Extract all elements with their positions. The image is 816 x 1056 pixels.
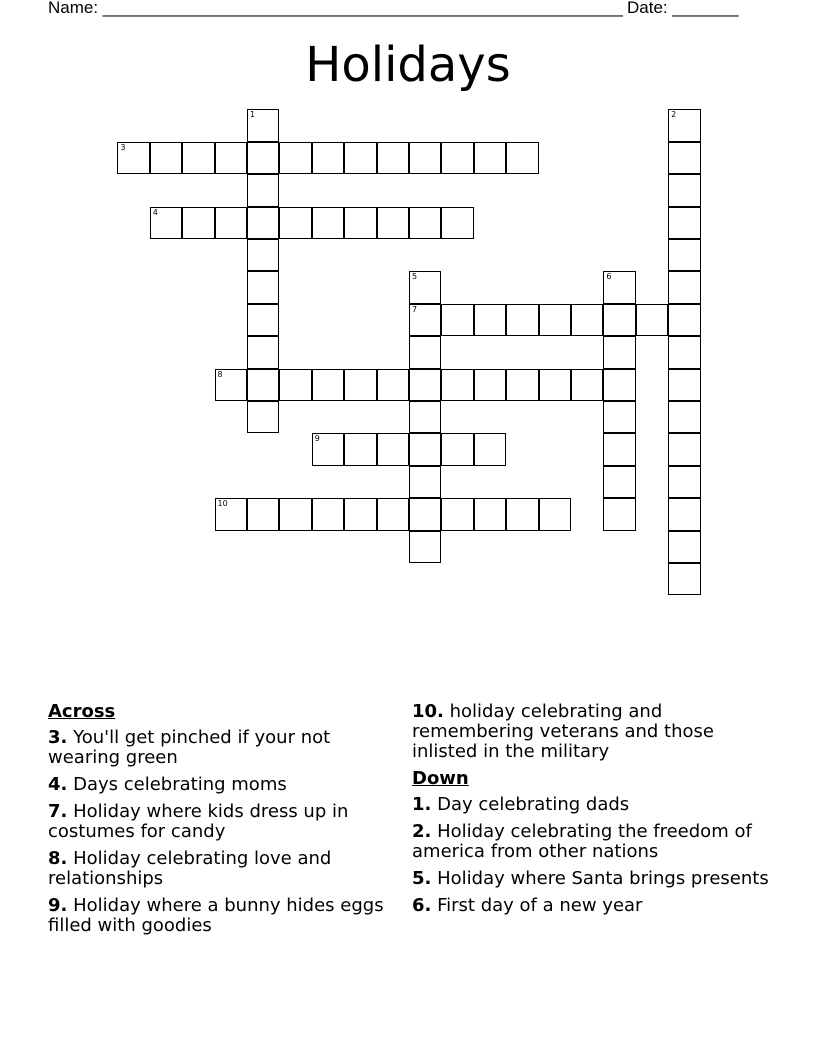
grid-cell[interactable] — [668, 271, 700, 303]
grid-cell[interactable] — [441, 304, 473, 336]
grid-cell[interactable] — [668, 498, 700, 530]
grid-cell[interactable] — [247, 304, 279, 336]
grid-cell[interactable] — [539, 498, 571, 530]
grid-cell[interactable] — [506, 498, 538, 530]
grid-cell[interactable] — [344, 498, 376, 530]
clue-number: 8. — [48, 848, 68, 869]
clue-text: Holiday where a bunny hides eggs filled with goodies — [48, 895, 384, 936]
grid-cell[interactable] — [539, 369, 571, 401]
grid-cell[interactable] — [668, 563, 700, 595]
clue-number: 3. — [48, 727, 68, 748]
grid-cell[interactable] — [668, 207, 700, 239]
grid-cell[interactable] — [409, 142, 441, 174]
grid-cell[interactable] — [571, 369, 603, 401]
clue-number: 2. — [412, 821, 432, 842]
grid-cell[interactable] — [312, 498, 344, 530]
clue-text: holiday celebrating and remembering veterans and those inlisted in the military — [412, 701, 714, 762]
grid-cell[interactable] — [377, 498, 409, 530]
grid-cell[interactable] — [182, 142, 214, 174]
cell-number: 10 — [217, 499, 228, 509]
grid-cell[interactable] — [668, 304, 700, 336]
grid-cell[interactable] — [247, 401, 279, 433]
grid-cell[interactable] — [668, 433, 700, 465]
grid-cell[interactable] — [312, 142, 344, 174]
grid-cell[interactable] — [603, 336, 635, 368]
clue-across-7 — [48, 802, 388, 842]
clue-text: Day celebrating dads — [437, 794, 630, 815]
grid-cell[interactable] — [441, 207, 473, 239]
cell-number: 8 — [217, 369, 223, 379]
grid-cell[interactable] — [409, 304, 441, 336]
grid-cell[interactable] — [279, 369, 311, 401]
clue-text: Holiday where kids dress up in costumes for candy — [48, 801, 349, 842]
down-heading: Down — [412, 768, 469, 789]
clue-text: First day of a new year — [437, 895, 643, 916]
grid-cell[interactable] — [441, 369, 473, 401]
grid-cell[interactable] — [539, 304, 571, 336]
grid-cell[interactable] — [344, 433, 376, 465]
clue-number: 6. — [412, 895, 432, 916]
grid-cell[interactable] — [668, 174, 700, 206]
grid-cell[interactable] — [474, 304, 506, 336]
grid-cell[interactable] — [409, 466, 441, 498]
grid-cell[interactable] — [344, 207, 376, 239]
clue-text: You'll get pinched if your not wearing green — [48, 727, 331, 768]
grid-cell[interactable] — [247, 174, 279, 206]
clue-across-9 — [48, 896, 388, 936]
grid-cell[interactable] — [279, 142, 311, 174]
grid-cell[interactable] — [117, 142, 149, 174]
grid-cell[interactable] — [247, 207, 279, 239]
cell-number: 7 — [411, 304, 418, 314]
name-line: Name: _______________________________________________________ — [48, 0, 623, 17]
grid-cell[interactable] — [474, 433, 506, 465]
clue-number: 7. — [48, 801, 68, 822]
grid-cell[interactable] — [409, 207, 441, 239]
cell-number: 1 — [249, 110, 256, 120]
cell-number: 4 — [152, 207, 158, 217]
grid-cell[interactable] — [506, 142, 538, 174]
grid-cell[interactable] — [182, 207, 214, 239]
grid-cell[interactable] — [441, 498, 473, 530]
grid-cell[interactable] — [636, 304, 668, 336]
grid-cell[interactable] — [603, 401, 635, 433]
grid-cell[interactable] — [247, 142, 279, 174]
clue-text: Holiday where Santa brings presents — [437, 868, 769, 889]
clue-number: 4. — [48, 774, 68, 795]
grid-cell[interactable] — [377, 207, 409, 239]
grid-cell[interactable] — [377, 433, 409, 465]
grid-cell[interactable] — [668, 466, 700, 498]
clue-down-6 — [412, 896, 772, 916]
grid-cell[interactable] — [474, 142, 506, 174]
grid-cell[interactable] — [603, 433, 635, 465]
cell-number: 5 — [411, 272, 418, 282]
grid-cell[interactable] — [409, 531, 441, 563]
clue-number: 1. — [412, 794, 432, 815]
grid-cell[interactable] — [247, 271, 279, 303]
grid-cell[interactable] — [409, 336, 441, 368]
grid-cell[interactable] — [215, 207, 247, 239]
grid-cell[interactable] — [215, 498, 247, 530]
grid-cell[interactable] — [441, 433, 473, 465]
grid-cell[interactable] — [377, 369, 409, 401]
grid-cell[interactable] — [247, 109, 279, 141]
clue-text: Days celebrating moms — [73, 774, 287, 795]
grid-cell[interactable] — [603, 304, 635, 336]
clues-column-right — [412, 702, 772, 923]
cell-number: 2 — [671, 110, 677, 120]
grid-cell[interactable] — [506, 369, 538, 401]
page-title: Holidays — [305, 37, 511, 93]
clue-across-8 — [48, 849, 388, 889]
grid-cell[interactable] — [409, 271, 441, 303]
grid-cell[interactable] — [441, 142, 473, 174]
grid-cell[interactable] — [603, 466, 635, 498]
cell-number: 3 — [120, 142, 126, 152]
clue-down-5 — [412, 869, 772, 889]
grid-cell[interactable] — [668, 531, 700, 563]
grid-cell[interactable] — [279, 207, 311, 239]
grid-cell[interactable] — [409, 369, 441, 401]
clue-down-1 — [412, 795, 772, 815]
grid-cell[interactable] — [247, 498, 279, 530]
clue-number: 5. — [412, 868, 432, 889]
grid-cell[interactable] — [150, 207, 182, 239]
grid-cell[interactable] — [312, 207, 344, 239]
grid-cell[interactable] — [668, 142, 700, 174]
grid-cell[interactable] — [215, 369, 247, 401]
clue-number: 9. — [48, 895, 68, 916]
clue-across-10 — [412, 702, 772, 762]
clue-text: Holiday celebrating the freedom of america from other nations — [412, 821, 752, 862]
clue-across-3 — [48, 728, 388, 768]
grid-cell[interactable] — [474, 369, 506, 401]
grid-cell[interactable] — [409, 498, 441, 530]
grid-cell[interactable] — [668, 336, 700, 368]
grid-cell[interactable] — [474, 498, 506, 530]
grid-cell[interactable] — [409, 433, 441, 465]
grid-cell[interactable] — [247, 239, 279, 271]
grid-cell[interactable] — [215, 142, 247, 174]
cell-number: 6 — [606, 272, 612, 282]
grid-cell[interactable] — [344, 142, 376, 174]
grid-cell[interactable] — [603, 369, 635, 401]
grid-cell[interactable] — [247, 336, 279, 368]
cell-number: 9 — [314, 434, 320, 444]
grid-cell[interactable] — [603, 271, 635, 303]
grid-cell[interactable] — [668, 109, 700, 141]
grid-cell[interactable] — [312, 433, 344, 465]
clue-text: Holiday celebrating love and relationships — [48, 848, 332, 889]
grid-cell[interactable] — [603, 498, 635, 530]
grid-cell[interactable] — [312, 369, 344, 401]
across-heading: Across — [48, 701, 116, 722]
clues-column-left — [48, 702, 388, 943]
grid-cell[interactable] — [279, 498, 311, 530]
grid-cell[interactable] — [571, 304, 603, 336]
grid-cell[interactable] — [344, 369, 376, 401]
grid-cell[interactable] — [150, 142, 182, 174]
grid-cell[interactable] — [377, 142, 409, 174]
grid-cell[interactable] — [506, 304, 538, 336]
grid-cell[interactable] — [409, 401, 441, 433]
grid-cell[interactable] — [247, 369, 279, 401]
clue-down-2 — [412, 822, 772, 862]
grid-cell[interactable] — [668, 369, 700, 401]
grid-cell[interactable] — [668, 239, 700, 271]
date-line: Date: _______ — [627, 0, 739, 17]
grid-cell[interactable] — [668, 401, 700, 433]
clue-across-4 — [48, 775, 388, 795]
clue-number: 10. — [412, 701, 444, 722]
